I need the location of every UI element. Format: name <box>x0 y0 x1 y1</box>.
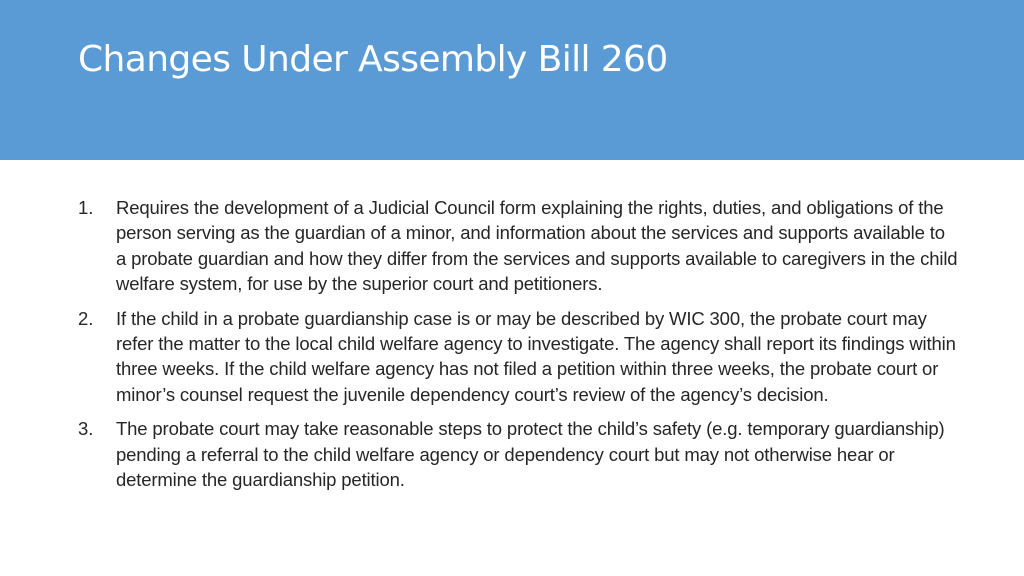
numbered-list <box>78 195 958 501</box>
list-item-text: If the child in a probate guardianship case is or may be described by WIC 300, the probate court may refer the matter to the local child welfare agency to investigate. The agency shall report its findings within three weeks. If the child welfare agency has not filed a petition within three weeks, the probate court or minor’s counsel request the juvenile dependency court’s review of the agency’s decision. <box>116 307 956 405</box>
list-item <box>78 306 958 408</box>
list-item-text: The probate court may take reasonable steps to protect the child’s safety (e.g. temporary guardianship) pending a referral to the child welfare agency or dependency court but may not otherwise hear or determine the guardianship petition. <box>116 418 945 491</box>
list-item-number: 3. <box>78 418 94 440</box>
title-band <box>0 0 1024 160</box>
slide-title: Changes Under Assembly Bill 260 <box>78 39 668 80</box>
list-item <box>78 416 958 492</box>
list-item-text: Requires the development of a Judicial Council form explaining the rights, duties, and obligations of the person serving as the guardian of a minor, and information about the services and supports available to a probate guardian and how they differ from the services and supports available to caregivers in the child welfare system, for use by the superior court and petitioners. <box>116 197 958 295</box>
list-item <box>78 195 958 297</box>
list-item-number: 2. <box>78 307 94 329</box>
list-item-number: 1. <box>78 197 94 218</box>
